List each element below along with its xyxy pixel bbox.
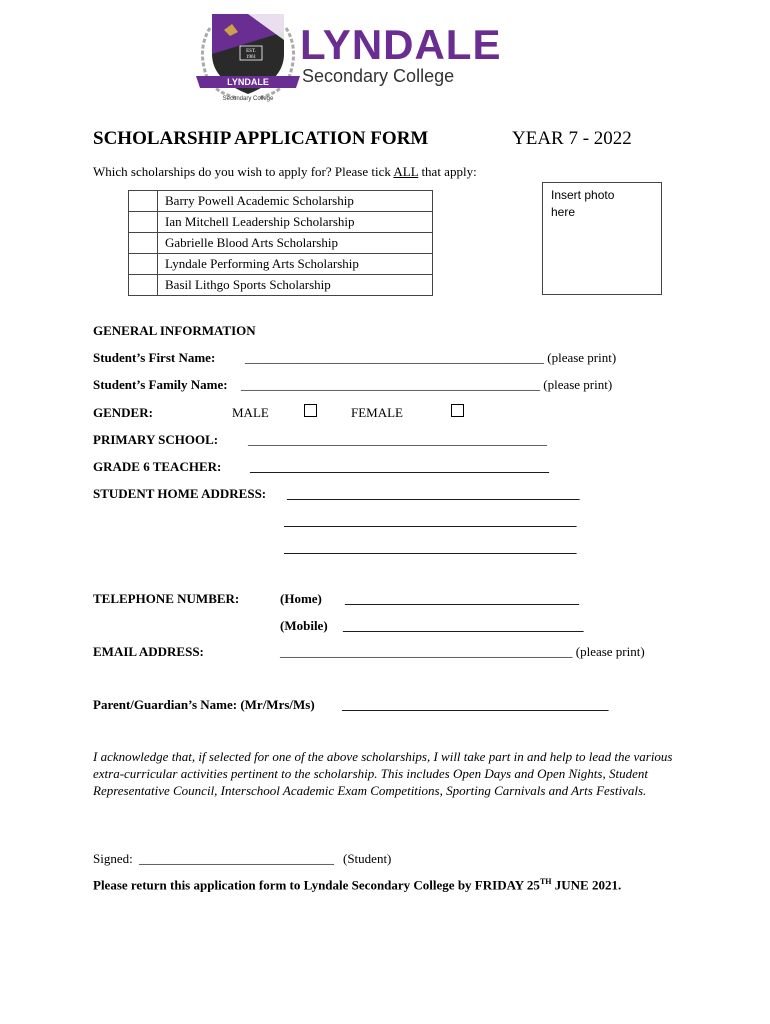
scholarship-checkbox[interactable]: [129, 275, 158, 296]
email-field[interactable]: _____________________________________________ (please print): [280, 644, 645, 659]
gender-label: GENDER:: [93, 405, 153, 420]
email-label: EMAIL ADDRESS:: [93, 644, 204, 659]
scholarship-row: [129, 233, 433, 254]
signature-label: Signed:: [93, 851, 133, 866]
brand-name: LYNDALE: [300, 21, 502, 68]
first-name-label: Student’s First Name:: [93, 350, 216, 365]
mobile-phone-field[interactable]: _____________________________________: [343, 618, 584, 633]
school-crest-logo: [188, 10, 308, 106]
scholarship-table: [128, 190, 433, 296]
photo-box[interactable]: [542, 182, 662, 295]
scholarship-row: [129, 191, 433, 212]
first-name-field[interactable]: ______________________________________________ (please print): [245, 350, 617, 365]
scholarship-label: Ian Mitchell Leadership Scholarship: [158, 212, 433, 233]
form-title: SCHOLARSHIP APPLICATION FORM: [93, 128, 429, 149]
scholarship-checkbox[interactable]: [129, 212, 158, 233]
scholarship-checkbox[interactable]: [129, 254, 158, 275]
telephone-label: TELEPHONE NUMBER:: [93, 591, 240, 606]
scholarship-row: [129, 254, 433, 275]
primary-school-field[interactable]: ______________________________________________: [248, 432, 547, 447]
scholarship-row: [129, 275, 433, 296]
family-name-label: Student’s Family Name:: [93, 377, 228, 392]
male-checkbox[interactable]: [304, 404, 317, 417]
home-phone-field[interactable]: ____________________________________: [345, 591, 579, 606]
scholarship-label: Gabrielle Blood Arts Scholarship: [158, 233, 433, 254]
form-year: YEAR 7 - 2022: [512, 128, 632, 149]
photo-box-label: Insert photo here: [551, 188, 615, 219]
female-checkbox[interactable]: [451, 404, 464, 417]
signature-field[interactable]: ______________________________: [139, 851, 334, 866]
mobile-phone-label: (Mobile): [280, 618, 328, 633]
return-instructions: Please return this application form to Lyndale Secondary College by FRIDAY 25TH JUNE 2021.: [93, 877, 622, 893]
primary-school-label: PRIMARY SCHOOL:: [93, 432, 219, 447]
general-info-heading: GENERAL INFORMATION: [93, 323, 256, 338]
scholarship-checkbox[interactable]: [129, 233, 158, 254]
svg-text:1961: 1961: [246, 55, 256, 60]
home-address-field-3[interactable]: _____________________________________________: [284, 540, 577, 555]
scholarship-row: [129, 212, 433, 233]
home-address-field-2[interactable]: _____________________________________________: [284, 513, 577, 528]
scholarship-label: Lyndale Performing Arts Scholarship: [158, 254, 433, 275]
brand-subtitle: Secondary College: [302, 66, 455, 86]
grade6-teacher-label: GRADE 6 TEACHER:: [93, 459, 222, 474]
acknowledgement-paragraph: I acknowledge that, if selected for one of the above scholarships, I will take part in and help to lead the various extra-curricular activities pertinent to the scholarship. This includes Open Days and Open Nights, Student Representative Council, Interschool Academic Exam Competitions, Sporting Carnivals and Arts Festivals.: [93, 749, 673, 798]
family-name-field[interactable]: ______________________________________________ (please print): [241, 377, 613, 392]
scholarship-label: Barry Powell Academic Scholarship: [158, 191, 433, 212]
home-address-label: STUDENT HOME ADDRESS:: [93, 486, 267, 501]
scholarship-label: Basil Lithgo Sports Scholarship: [158, 275, 433, 296]
female-label: FEMALE: [351, 405, 403, 420]
home-address-field-1[interactable]: _____________________________________________: [287, 486, 580, 501]
parent-name-label: Parent/Guardian’s Name: (Mr/Mrs/Ms): [93, 697, 315, 712]
svg-text:EST.: EST.: [246, 49, 256, 54]
home-phone-label: (Home): [280, 591, 322, 606]
male-label: MALE: [232, 405, 269, 420]
scholarship-instructions: Which scholarships do you wish to apply for? Please tick ALL that apply:: [93, 164, 477, 179]
scholarship-checkbox[interactable]: [129, 191, 158, 212]
grade6-teacher-field[interactable]: ______________________________________________: [250, 459, 549, 474]
svg-text:LYNDALE: LYNDALE: [227, 77, 269, 87]
signature-suffix: (Student): [343, 851, 392, 866]
svg-text:Secondary College: Secondary College: [222, 96, 274, 102]
parent-name-field[interactable]: _________________________________________: [342, 697, 609, 712]
